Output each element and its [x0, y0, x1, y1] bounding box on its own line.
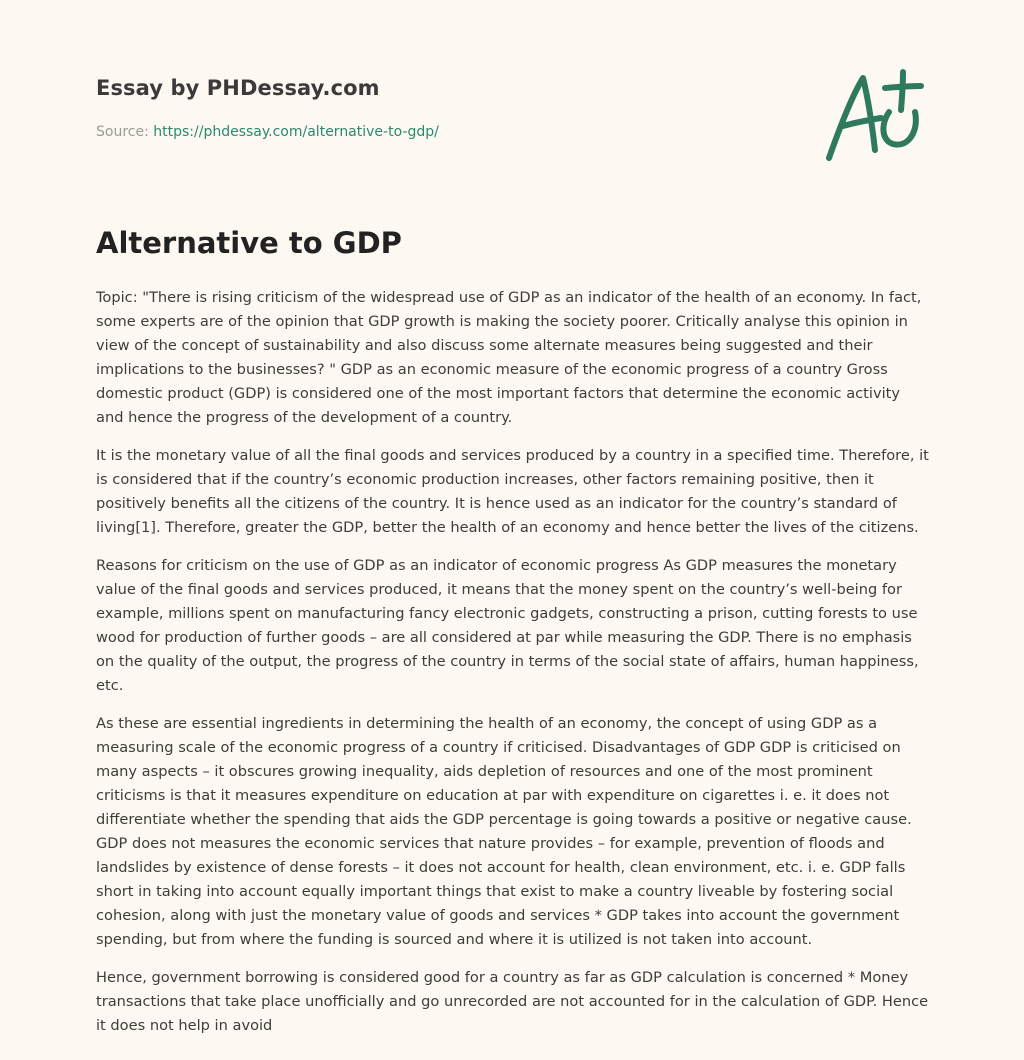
a-plus-grade-logo-icon: [823, 64, 933, 168]
source-link[interactable]: https://phdessay.com/alternative-to-gdp/: [153, 124, 439, 140]
essay-paragraph: Hence, government borrowing is considered good for a country as far as GDP calculation is concerned * Money transactions that take place unofficially and go unrecorded are not accounted for in the calculation of GDP. Hence it does not help in avoid: [96, 969, 929, 1034]
source-line: [96, 124, 439, 140]
essay-body: [96, 286, 932, 1052]
essay-paragraph: It is the monetary value of all the final goods and services produced by a country in a specified time. Therefore, it is considered that if the country’s economic production increases, other factors remaining positive, then it positively benefits all the citizens of the country. It is hence used as an indicator for the country’s standard of living[1]. Therefore, greater the GDP, better the health of an economy and hence better the lives of the citizens.: [96, 447, 929, 536]
essay-paragraph: Topic: "There is rising criticism of the widespread use of GDP as an indicator of the health of an economy. In fact, some experts are of the opinion that GDP growth is making the society poorer. Critically analyse this opinion in view of the concept of sustainability and also discuss some alternate measures being suggested and their implications to the businesses? " GDP as an economic measure of the economic progress of a country Gross domestic product (GDP) is considered one of the most important factors that determine the economic activity and hence the progress of the development of a country.: [96, 289, 922, 426]
essay-title: Alternative to GDP: [96, 226, 402, 260]
essay-paragraph: Reasons for criticism on the use of GDP as an indicator of economic progress As GDP measures the monetary value of the final goods and services produced, it means that the money spent on the country’s well-being for example, millions spent on manufacturing fancy electronic gadgets, constructing a prison, cutting forests to use wood for production of further goods – are all considered at par while measuring the GDP. There is no emphasis on the quality of the output, the progress of the country in terms of the social state of affairs, human happiness, etc.: [96, 557, 919, 694]
source-label: Source:: [96, 124, 154, 140]
essay-paragraph: As these are essential ingredients in determining the health of an economy, the concept of using GDP as a measuring scale of the economic progress of a country if criticised. Disadvantages of GDP GDP is criticised on many aspects – it obscures growing inequality, aids depletion of resources and one of the most prominent criticisms is that it measures expenditure on education at par with expenditure on cigarettes i. e. it does not differentiate whether the spending that aids the GDP percentage is going towards a positive or negative cause. GDP does not measures the economic services that nature provides – for example, prevention of floods and landslides by existence of dense forests – it does not account for health, clean environment, etc. i. e. GDP falls short in taking into account equally important things that exist to make a country liveable by fostering social cohesion, along with just the monetary value of goods and services * GDP takes into account the government spending, but from where the funding is sourced and where it is utilized is not taken into account.: [96, 715, 912, 948]
site-title: Essay by PHDessay.com: [96, 76, 380, 100]
